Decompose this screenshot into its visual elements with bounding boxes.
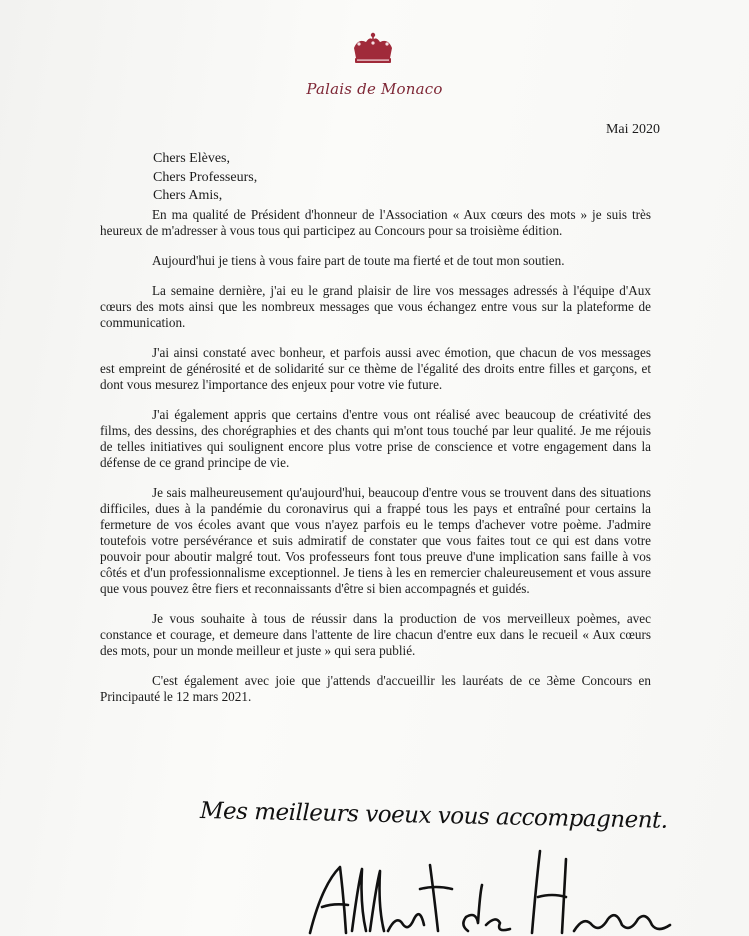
salutation-line: Chers Professeurs, bbox=[153, 169, 258, 185]
salutation-line: Chers Amis, bbox=[153, 188, 223, 203]
handwritten-closing: Mes meilleurs voeux vous accompagnent. bbox=[199, 798, 668, 834]
letter-date: Mai 2020 bbox=[605, 122, 660, 137]
paragraph: J'ai également appris que certains d'entre vous ont réalisé avec beaucoup de créativité des films, des dessins, des chorégraphies et des chants qui m'ont tous touché par leur qualité. Je me réjouis de telles initiatives qui soulignent encore plus votre prise de conscience et votre engagement dans la défense de ce grand principe de vie. bbox=[100, 407, 651, 470]
paragraph: Aujourd'hui je tiens à vous faire part de toute ma fierté et de tout mon soutien. bbox=[152, 253, 565, 268]
paragraph: C'est également avec joie que j'attends d'accueillir les lauréats de ce 3ème Concours en Principauté le 12 mars 2021. bbox=[100, 673, 651, 704]
crown-icon bbox=[350, 32, 396, 68]
paragraph: Je sais malheureusement qu'aujourd'hui, beaucoup d'entre vous se trouvent dans des situations difficiles, dues à la pandémie du coronavirus qui a frappé tous les pays et entraîné pour certains la fermeture de vos écoles avant que vous n'ayez parfois eu le temps d'achever votre poème. J'admire toutefois votre persévérance et suis admiratif de constater que vous faites tout ce qui est dans votre pouvoir pour aboutir malgré tout. Vos professeurs font tous preuve d'une implication sans faille à vos côtés et d'un professionnalisme exceptionnel. Je tiens à les en remercier chaleureusement et vous assure que vous pouvez être fiers et reconnaissants d'être si bien accompagnés et guidés. bbox=[100, 485, 651, 596]
paragraph: La semaine dernière, j'ai eu le grand plaisir de lire vos messages adressés à l'équipe d'Aux cœurs des mots ainsi que les nombreux messages que vous échangez entre vous sur la plateforme de communication. bbox=[100, 283, 651, 330]
paragraph: J'ai ainsi constaté avec bonheur, et parfois aussi avec émotion, que chacun de vos messages est empreint de générosité et de solidarité sur ce thème de l'égalité des droits entre filles et garçons, et dont vous mesurez l'importance des enjeux pour votre vie future. bbox=[100, 345, 651, 392]
salutation-line: Chers Elèves, bbox=[153, 151, 230, 166]
letter-body bbox=[100, 207, 651, 719]
org-name: Palais de Monaco bbox=[306, 80, 443, 98]
paragraph: En ma qualité de Président d'honneur de l'Association « Aux cœurs des mots » je suis très heureux de m'adresser à vous tous qui participez au Concours pour sa troisième édition. bbox=[100, 207, 651, 238]
paragraph: Je vous souhaite à tous de réussir dans la production de vos merveilleux poèmes, avec constance et courage, et demeure dans l'attente de lire chacun d'entre eux dans le recueil « Aux cœurs des mots, pour un monde meilleur et juste » qui sera publié. bbox=[100, 611, 651, 658]
signature bbox=[300, 845, 680, 936]
salutations bbox=[153, 150, 257, 206]
